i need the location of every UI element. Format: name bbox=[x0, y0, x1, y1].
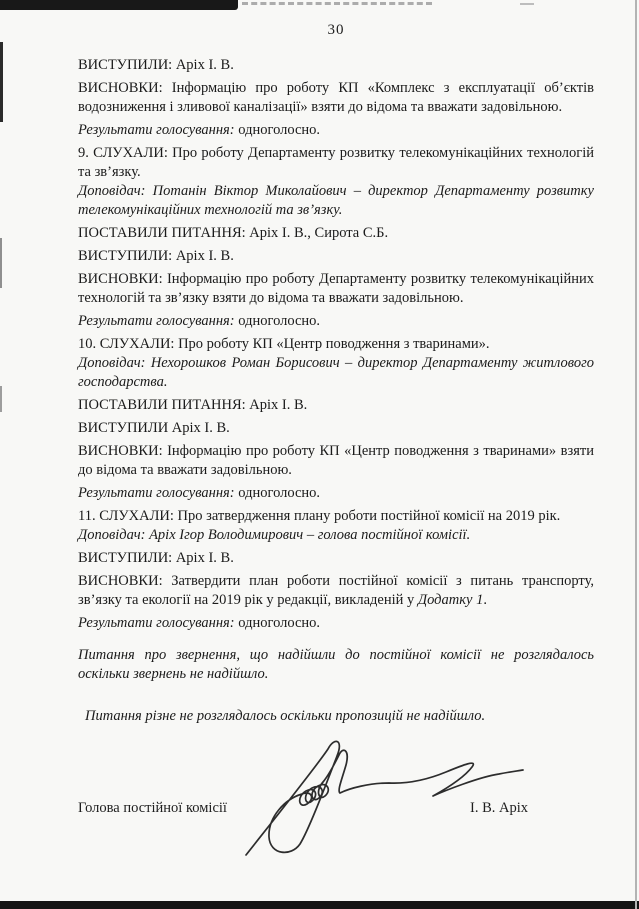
paragraph-voting-result-9: Результати голосування: одноголосно. bbox=[78, 313, 321, 329]
paragraph-dopovidach-9: Доповідач: Потанін Віктор Миколайович – директор Департаменту розвитку телекомунікаційних технологій та зв’язку. bbox=[78, 183, 594, 218]
paragraph-voting-result-8: Результати голосування: одноголосно. bbox=[78, 122, 321, 138]
paragraph-slukhaly-10: 10. СЛУХАЛИ: Про роботу КП «Центр поводження з тваринами». bbox=[78, 336, 490, 352]
signature-role-label: Голова постійної комісії bbox=[78, 800, 227, 816]
paragraph-slukhaly-9: 9. СЛУХАЛИ: Про роботу Департаменту розвитку телекомунікаційних технологій та зв’язку. bbox=[78, 145, 594, 180]
paragraph-note-misc: Питання різне не розглядалось оскільки пропозицій не надійшло. bbox=[85, 708, 486, 724]
paragraph-vystupyly-11: ВИСТУПИЛИ: Аріх І. В. bbox=[78, 550, 234, 566]
signature-name: І. В. Аріх bbox=[470, 800, 528, 816]
paragraph-voting-result-10: Результати голосування: одноголосно. bbox=[78, 485, 321, 501]
document-body bbox=[78, 56, 594, 726]
paragraph-voting-result-11: Результати голосування: одноголосно. bbox=[78, 615, 321, 631]
paragraph-vysnovky-11: ВИСНОВКИ: Затвердити план роботи постійної комісії з питань транспорту, зв’язку та екології на 2019 рік у редакції, викладеній у Додатку 1. bbox=[78, 573, 594, 608]
paragraph-vystupyly-9: ВИСТУПИЛИ: Аріх І. В. bbox=[78, 248, 234, 264]
paragraph-dopovidach-10: Доповідач: Нехорошков Роман Борисович – директор Департаменту житлового господарства. bbox=[78, 355, 594, 390]
scan-artifact-bottom-bar bbox=[0, 901, 639, 909]
paragraph-dopovidach-11: Доповідач: Аріх Ігор Володимирович – голова постійної комісії. bbox=[78, 527, 471, 543]
paragraph-postavyly-10: ПОСТАВИЛИ ПИТАННЯ: Аріх І. В. bbox=[78, 397, 308, 413]
page-number: 30 bbox=[327, 22, 345, 38]
paragraph-postavyly-9: ПОСТАВИЛИ ПИТАННЯ: Аріх І. В., Сирота С.Б. bbox=[78, 225, 389, 241]
paragraph-vysnovky-10: ВИСНОВКИ: Інформацію про роботу КП «Центр поводження з тваринами» взяти до відома та вважати задовільною. bbox=[78, 443, 594, 478]
paragraph-vysnovky-9: ВИСНОВКИ: Інформацію про роботу Департаменту розвитку телекомунікаційних технологій та зв’язку взяти до відома та вважати задовільною. bbox=[78, 271, 594, 306]
paragraph-slukhaly-11: 11. СЛУХАЛИ: Про затвердження плану роботи постійної комісії на 2019 рік. bbox=[78, 508, 561, 524]
paragraph-vystupyly-8: ВИСТУПИЛИ: Аріх І. В. bbox=[78, 57, 234, 73]
signature-scribble bbox=[230, 733, 532, 865]
paragraph-vysnovky-8: ВИСНОВКИ: Інформацію про роботу КП «Комплекс з експлуатації об’єктів водозниження і зливової каналізації» взяти до відома та вважати задовільною. bbox=[78, 80, 594, 115]
paragraph-note-appeals: Питання про звернення, що надійшли до постійної комісії не розглядалось оскільки звернень не надійшло. bbox=[78, 647, 594, 682]
paragraph-vystupyly-10: ВИСТУПИЛИ Аріх І. В. bbox=[78, 420, 230, 436]
